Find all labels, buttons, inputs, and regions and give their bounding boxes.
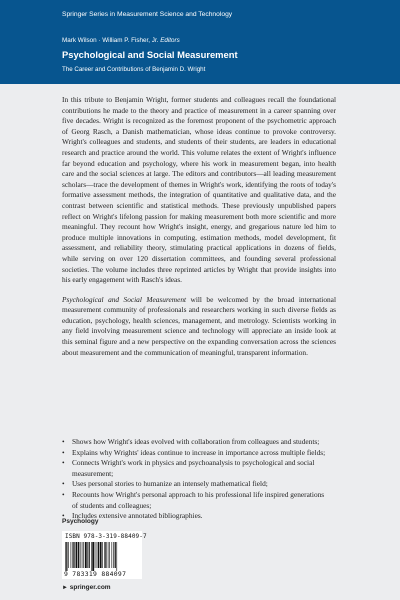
list-item: • Uses personal stories to humanize an intensely mathematical field;: [62, 479, 268, 489]
barcode-bar: [85, 542, 87, 568]
barcode-bar: [102, 542, 103, 568]
barcode-bar: [112, 542, 113, 568]
barcode-bar: [105, 542, 106, 568]
barcode-bar: [78, 542, 79, 568]
barcode-bar: [109, 542, 110, 568]
barcode-bar: [80, 542, 81, 568]
barcode-bar: [98, 542, 99, 568]
barcode-bar: [91, 542, 92, 571]
barcode-bar: [71, 542, 72, 568]
publisher-url[interactable]: springer.com: [69, 584, 111, 591]
barcode-bar: [65, 542, 66, 571]
bullet-icon: •: [62, 479, 65, 489]
editors-names: Mark Wilson · William P. Fisher, Jr.: [62, 37, 159, 44]
barcode-bar: [89, 542, 90, 568]
blurb-title-italic: Psychological and Social Measurement: [62, 294, 187, 304]
barcode-bar: [76, 542, 78, 568]
barcode-bar: [108, 542, 109, 568]
book-title: Psychological and Social Measurement: [62, 49, 238, 60]
list-item: • Shows how Wright's ideas evolved with collaboration from colleagues and students;: [62, 437, 320, 446]
barcode-bar: [95, 542, 96, 568]
blurb: [62, 95, 336, 358]
list-item: • Explains why Wrights' ideas continue to increase in importance across multiple fields;: [62, 447, 326, 457]
subject-category: Psychology: [62, 518, 99, 525]
arrow-icon: ►: [62, 585, 68, 591]
barcode-icon: [65, 542, 139, 571]
feature-list: [62, 437, 332, 522]
barcode-bar: [116, 542, 117, 571]
list-item: • Includes extensive annotated bibliographies.: [62, 511, 203, 521]
barcode-bar: [97, 542, 98, 568]
blurb-paragraph-2-text: will be welcomed by the broad international measurement community of professionals and researchers working in such diverse fields as education, psychology, health sciences, management, and metrology. Scientists working in any field involving measurement science and technology will appreciate an inside look at this seminal figure and a new perspective on the expanding conversation across the sciences about measurement and the communication of meaningful, transparent information.: [62, 294, 336, 357]
header-band: [0, 0, 400, 84]
series-name: Springer Series in Measurement Science and Technology: [62, 11, 233, 18]
barcode-bar: [72, 542, 73, 568]
barcode-bar: [74, 542, 75, 568]
barcode-bar: [115, 542, 116, 568]
barcode-digits: 9 783319 884097: [64, 570, 127, 578]
list-item: • Recounts how Wright's personal approach to his professional life inspired generations of students and colleagues;: [62, 489, 325, 510]
bullet-icon: •: [62, 511, 65, 521]
bullet-icon: •: [62, 447, 65, 457]
barcode-bar: [104, 542, 105, 568]
editors-label: Editors: [160, 37, 180, 44]
isbn-barcode: [62, 531, 147, 579]
book-subtitle: The Career and Contributions of Benjamin D. Wright: [62, 66, 206, 73]
editors-line: [62, 37, 180, 44]
barcode-bar: [68, 542, 69, 568]
barcode-bar: [83, 542, 84, 568]
barcode-bar: [113, 542, 114, 568]
bullet-icon: •: [62, 437, 65, 446]
publisher-link[interactable]: [62, 584, 111, 591]
isbn-label: ISBN 978-3-319-88409-7: [65, 533, 147, 540]
list-item: • Connects Wright's work in physics and psychoanalysis to psychological and social measurement;: [62, 458, 315, 478]
blurb-paragraph-1: In this tribute to Benjamin Wright, former students and colleagues recall the foundational contributions he made to the theory and practice of measurement in a career spanning over five decades. Wright is recognized as the foremost proponent of the psychometric approach of Georg Rasch, a Danish mathematician, whose ideas continue to provoke controversy. Wright's colleagues and students, and students of their students, are leaders in educational research and practice around the world. This volume relates the extent of Wright's influence far beyond education and psychology, where his work in measurement began, into health care and the social sciences at large. The editors and contributors—all leading measurement scholars—trace the development of themes in Wright's work, identifying the roots of today's formative assessment methods, the integration of quantitative and qualitative data, and the contrast between scientific and statistical methods. These previously unpublished papers reflect on Wright's lifelong passion for making measurement both more scientific and more meaningful. They recount how Wright's insight, energy, and gregarious nature led him to produce multiple innovations in computing, estimation methods, model development, fit assessment, and reliability theory, stimulating practical applications in dozens of fields, while serving on over 120 dissertation committees, and founding several professional societies. The volume includes three reprinted articles by Wright that provide insights into his early engagement with Rasch's ideas.: [62, 95, 336, 285]
bullet-icon: •: [62, 458, 65, 468]
bullet-icon: •: [62, 489, 65, 499]
barcode-bar: [92, 542, 94, 571]
barcode-bar: [66, 542, 67, 571]
barcode-bar: [82, 542, 83, 568]
blurb-paragraph-2: [62, 295, 336, 359]
barcode-bar: [87, 542, 88, 568]
barcode-bar: [100, 542, 102, 568]
